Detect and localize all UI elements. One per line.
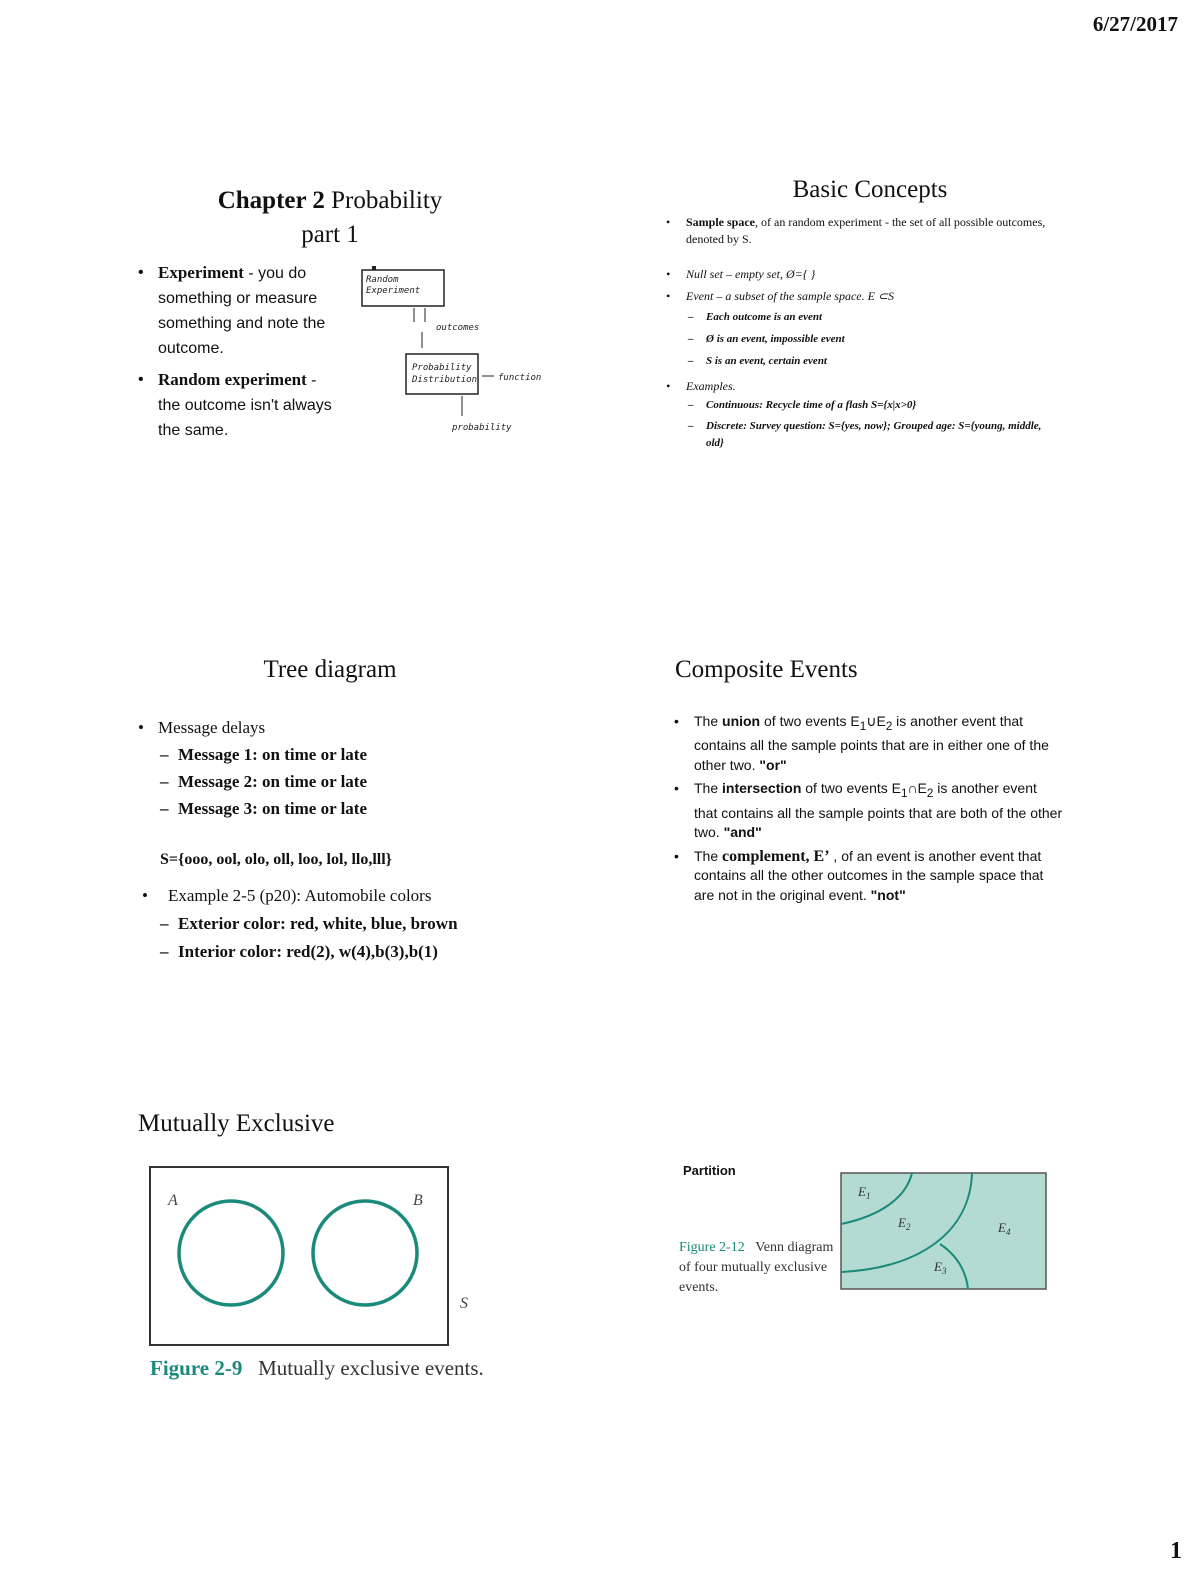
set-b-label: B <box>413 1192 423 1209</box>
sketch-box2-line1: Probability <box>412 363 472 373</box>
sketch-box1-line2: Experiment <box>366 286 421 296</box>
figure-label: Figure 2-9 <box>150 1356 243 1380</box>
list-item: • Event – a subset of the sample space. E ⊂S <box>666 288 1046 305</box>
slide5-title: Mutually Exclusive <box>138 1110 335 1137</box>
list-item: • Message delays <box>138 714 518 741</box>
title-line2: part 1 <box>301 221 359 248</box>
e4-label: $E_4$ <box>998 1220 1011 1237</box>
circle-a <box>179 1201 283 1305</box>
slide2-title: Basic Concepts <box>792 176 948 203</box>
list-item: – Each outcome is an event <box>688 309 1046 326</box>
list-item: • Null set – empty set, Ø={ } <box>666 266 1046 283</box>
slide6-title: Partition <box>683 1163 736 1178</box>
list-item: – Message 3: on time or late <box>160 795 518 822</box>
figure-label: Figure 2-12 <box>679 1240 745 1255</box>
list-item: • Random experiment - the outcome isn't always the same. <box>138 367 343 443</box>
list-item: • Example 2-5 (p20): Automobile colors <box>142 882 522 910</box>
figure-2-9-caption: Figure 2-9 Mutually exclusive events. <box>150 1356 484 1380</box>
e1-label: $E_1$ <box>858 1184 871 1201</box>
e2-label: $E_2$ <box>898 1215 911 1232</box>
list-item: • The complement, E’ , of an event is another event that contains all the other outcomes in the sample space that are not in the original event. "not" <box>674 847 1064 906</box>
list-item: • The union of two events $E_1\cup E_2$ is another event that contains all the sample points that are in either one of the other two. "or" <box>674 712 1064 775</box>
slide3-bullets <box>138 714 518 822</box>
set-s-label: S <box>460 1295 468 1312</box>
slide3-title: Tree diagram <box>263 656 397 683</box>
sketch-arrow-probability: probability <box>452 423 512 433</box>
slide1-bullets <box>138 260 343 449</box>
term-random-experiment: Random experiment <box>158 370 307 389</box>
term-intersection: intersection <box>722 780 802 797</box>
partition-diagram <box>840 1172 1048 1292</box>
list-item: – S is an event, certain event <box>688 353 1046 370</box>
slide4-title: Composite Events <box>675 656 858 683</box>
term-complement: complement, E’ <box>722 847 830 865</box>
list-item: – Message 1: on time or late <box>160 741 518 768</box>
term-sample-space: Sample space <box>686 215 755 229</box>
slide3-bullets-2 <box>142 882 522 966</box>
slide4-bullets <box>674 712 1064 909</box>
title-rest: Probability <box>324 187 443 214</box>
list-item: • Sample space, of an random experiment - the set of all possible outcomes, denoted by S. <box>666 214 1046 248</box>
list-item: • Experiment - you do something or measure something and note the outcome. <box>138 260 343 361</box>
list-item: • The intersection of two events $E_1\cap E_2$ is another event that contains all the sample points that are both of the other two. "and" <box>674 779 1064 842</box>
random-experiment-sketch <box>358 262 558 437</box>
e3-label: $E_3$ <box>934 1259 947 1276</box>
sketch-arrow-function: function <box>498 373 542 383</box>
slide1-title <box>180 184 480 252</box>
list-item: – Discrete: Survey question: S={yes, now}; Grouped age: S={young, middle, old} <box>688 418 1046 452</box>
list-item: • Examples. <box>666 378 1046 395</box>
term-experiment: Experiment <box>158 263 244 282</box>
list-item: – Continuous: Recycle time of a flash S={x|x>0} <box>688 397 1046 414</box>
page-date: 6/27/2017 <box>1092 12 1178 36</box>
sample-space-set: S={ooo, ool, olo, oll, loo, lol, llo,lll} <box>160 851 392 868</box>
sketch-arrow-outcomes: outcomes <box>436 323 480 333</box>
list-item: – Ø is an event, impossible event <box>688 331 1046 348</box>
title-bold: Chapter 2 <box>217 187 325 214</box>
list-item: – Interior color: red(2), w(4),b(3),b(1) <box>160 938 522 966</box>
sketch-box1-line1: Random <box>366 275 399 285</box>
list-item: – Message 2: on time or late <box>160 768 518 795</box>
slide2-bullets <box>666 214 1046 452</box>
venn-circles <box>149 1166 449 1346</box>
list-item: – Exterior color: red, white, blue, brown <box>160 910 522 938</box>
page-number: 1 <box>1170 1538 1182 1564</box>
set-a-label: A <box>168 1192 178 1209</box>
sketch-box2-line2: Distribution <box>412 375 478 385</box>
circle-b <box>313 1201 417 1305</box>
figure-2-12-caption: Figure 2-12 Venn diagram of four mutually exclusive events. <box>679 1240 834 1295</box>
term-union: union <box>722 713 761 729</box>
